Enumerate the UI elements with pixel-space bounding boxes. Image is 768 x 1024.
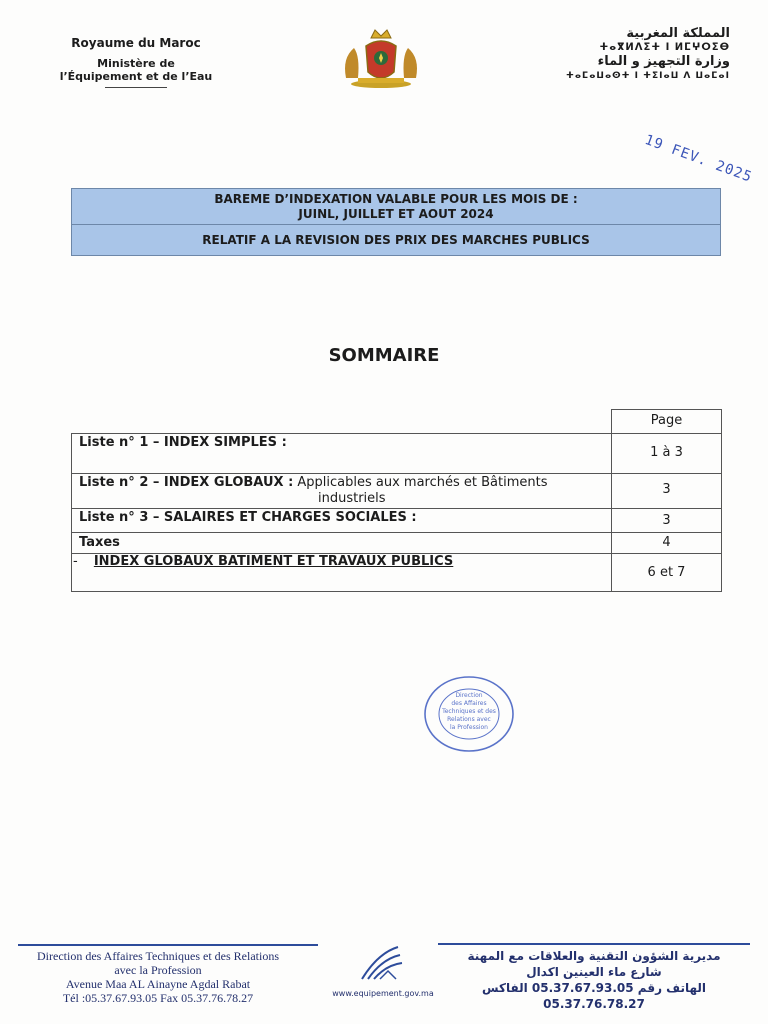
row-page: 3 <box>662 513 671 528</box>
row-page: 1 à 3 <box>650 445 683 460</box>
row-label-detail: Applicables aux marchés et Bâtiments <box>293 475 548 490</box>
footer-address-ar <box>438 948 750 1012</box>
row-page: 6 et 7 <box>647 565 686 580</box>
title-box <box>71 188 721 256</box>
row-page: 4 <box>662 535 671 550</box>
coat-of-arms-icon <box>338 28 424 90</box>
footer-url[interactable]: www.equipement.gov.ma <box>332 989 434 998</box>
kingdom-name: Royaume du Maroc <box>71 36 201 50</box>
ministry-logo-icon <box>358 945 406 981</box>
table-border <box>71 508 722 509</box>
title-top <box>72 189 720 224</box>
row-label: INDEX GLOBAUX BATIMENT ET TRAVAUX PUBLICS <box>93 554 454 569</box>
footer-rule <box>18 944 318 946</box>
footer-ar-line2: شارع ماء العينين اكدال <box>526 965 662 979</box>
footer-rule <box>438 943 750 945</box>
arabic-header <box>520 26 730 81</box>
ministry-header <box>30 36 242 88</box>
title-line1: BAREME D’INDEXATION VALABLE POUR LES MOIS DE : <box>214 192 578 206</box>
footer-ar-line3: الهاتف رقم 05.37.67.93.05 الفاكس 05.37.76.78.27 <box>482 981 706 1011</box>
arabic-ministry: وزارة التجهيز و الماء <box>597 54 730 69</box>
table-border <box>71 433 72 592</box>
title-line2: JUINL, JUILLET ET AOUT 2024 <box>298 207 494 221</box>
sommaire-heading: SOMMAIRE <box>328 345 440 366</box>
table-row <box>73 554 453 569</box>
arabic-kingdom: المملكة المغربية <box>626 26 730 41</box>
seal-line2: des Affaires <box>451 700 487 707</box>
footer-fr-line3: Avenue Maa AL Ainayne Agdal Rabat <box>65 977 251 991</box>
table-border <box>71 433 722 434</box>
row-label: Taxes <box>79 535 120 550</box>
table-row <box>79 510 417 525</box>
footer-fr-line2: avec la Profession <box>114 963 202 977</box>
ministry-line2: l’Équipement et de l’Eau <box>59 70 213 83</box>
title-line3: RELATIF A LA REVISION DES PRIX DES MARCHES PUBLICS <box>202 233 590 247</box>
row-label-detail-2: industriels <box>318 491 386 506</box>
seal-line3: Techniques et des <box>442 708 496 715</box>
table-border <box>611 409 722 410</box>
row-label: Liste n° 2 – INDEX GLOBAUX : <box>79 475 294 490</box>
footer-ar-line1: مديرية الشؤون التقنية والعلاقات مع المهنة <box>467 949 721 963</box>
seal-line1: Direction <box>455 692 483 699</box>
seal-line5: la Profession <box>450 724 488 731</box>
row-label: Liste n° 1 – INDEX SIMPLES : <box>79 435 287 450</box>
tifinagh-kingdom: ⵜⴰⴳⵍⴷⵉⵜ ⵏ ⵍⵎⵖⵔⵉⴱ <box>599 42 730 53</box>
sommaire-table <box>71 409 722 592</box>
row-page: 3 <box>662 482 671 497</box>
date-stamp: 19 FEV. 2025 <box>642 132 755 186</box>
seal-line4: Relations avec <box>447 716 491 723</box>
row-label: Liste n° 3 – SALAIRES ET CHARGES SOCIALES : <box>79 510 417 525</box>
table-row <box>79 435 287 450</box>
footer-address-fr <box>18 949 298 1005</box>
header-underline <box>105 87 167 88</box>
tifinagh-ministry: ⵜⴰⵎⴰⵡⴰⵙⵜ ⵏ ⵜⵉⵏⴰⵡ ⴷ ⵡⴰⵎⴰⵏ <box>565 71 730 81</box>
table-row <box>79 535 120 550</box>
table-border <box>71 473 722 474</box>
table-border <box>71 532 722 533</box>
footer-fr-line4: Tél :05.37.67.93.05 Fax 05.37.76.78.27 <box>62 991 254 1005</box>
footer-fr-line1: Direction des Affaires Techniques et des Relations <box>37 949 279 963</box>
table-row <box>79 475 599 507</box>
official-seal <box>423 675 515 753</box>
row-dash: - <box>73 554 78 569</box>
table-border <box>71 591 722 592</box>
page-column-header: Page <box>650 413 683 428</box>
ministry-line1: Ministère de <box>97 57 175 70</box>
